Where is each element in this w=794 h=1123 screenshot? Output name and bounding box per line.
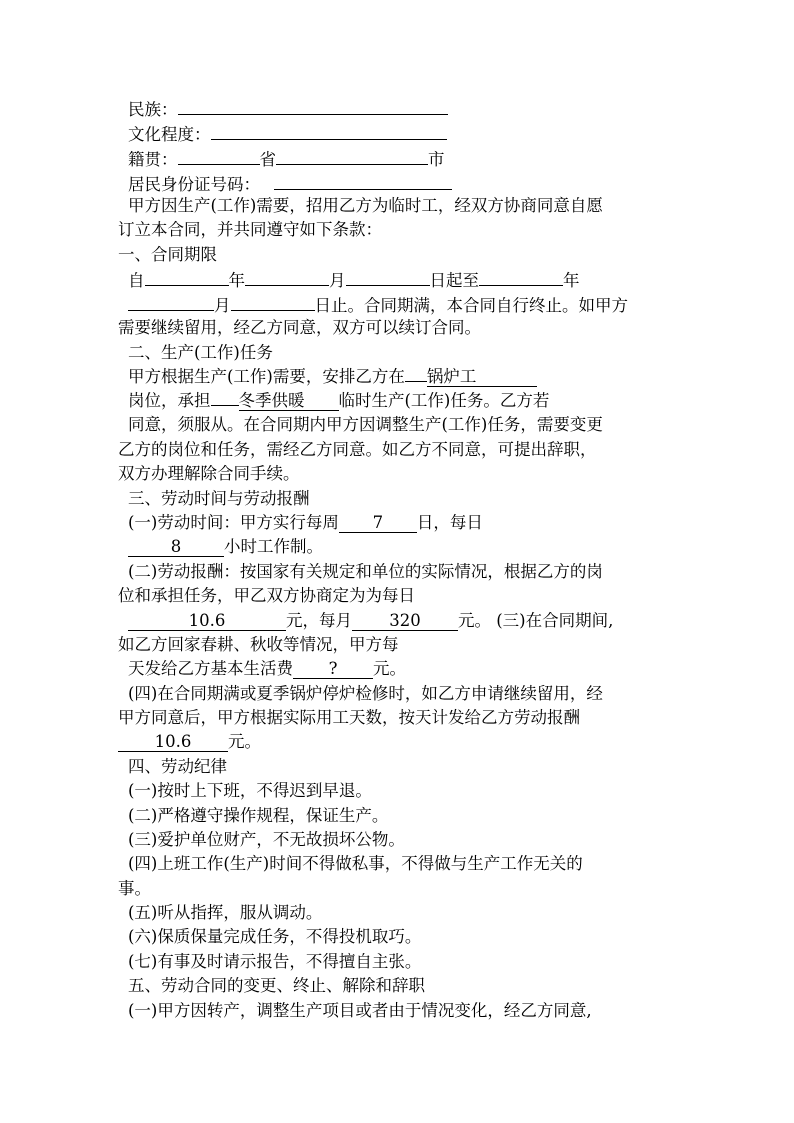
- from-label: 自: [128, 271, 145, 290]
- monthly-pay-value: 320: [352, 612, 458, 631]
- task-line-2: [128, 390, 549, 412]
- pay-line-3: [128, 610, 613, 632]
- section-5-heading: 五、劳动合同的变更、终止、解除和辞职: [128, 976, 425, 995]
- discipline-2: (二)严格遵守操作规程，保证生产。: [128, 806, 389, 825]
- hours-line: [128, 536, 323, 558]
- pay-line-1: (二)劳动报酬：按国家有关规定和单位的实际情况，根据乙方的岗: [128, 562, 603, 581]
- end-month-label: 月: [214, 296, 231, 315]
- hours-per-day-value: 8: [128, 538, 224, 557]
- section-1-heading: 一、合同期限: [118, 245, 217, 264]
- intro-line-1: 甲方因生产(工作)需要，招用乙方为临时工，经双方协商同意自愿: [128, 196, 603, 215]
- id-number-blank: [274, 172, 452, 190]
- education-blank: [211, 122, 447, 140]
- end-day-blank: [231, 293, 315, 311]
- discipline-7: (七)有事及时请示报告，不得擅自主张。: [128, 952, 422, 971]
- duty-label: 岗位，承担: [128, 391, 211, 410]
- education-line: [128, 122, 447, 146]
- ethnicity-line: [128, 97, 448, 121]
- duty-text: 临时生产(工作)任务。乙方若: [338, 391, 550, 410]
- section-2-heading: 二、生产(工作)任务: [128, 343, 273, 362]
- task-line-1: [128, 366, 537, 388]
- end-day-text: 日止。合同期满，本合同自行终止。如甲方: [314, 296, 628, 315]
- allowance-unit: 元。: [373, 659, 406, 678]
- days-text: 日，每日: [416, 513, 483, 532]
- pay-line-4: 如乙方回家春耕、秋收等情况，甲方每: [118, 635, 399, 654]
- pre-blank: [405, 381, 427, 382]
- term-line-2: [128, 293, 628, 317]
- city-label: 市: [428, 150, 445, 169]
- discipline-4-cont: 事。: [118, 879, 151, 898]
- native-place-label: 籍贯：: [128, 150, 178, 169]
- education-label: 文化程度：: [128, 125, 211, 144]
- allowance-label: 天发给乙方基本生活费: [128, 659, 293, 678]
- change-line-1: (一)甲方因转产，调整生产项目或者由于情况变化，经乙方同意,: [128, 1001, 592, 1020]
- city-blank: [276, 147, 428, 165]
- id-number-label: 居民身份证号码：: [128, 175, 260, 194]
- term-line-3: 需要继续留用，经乙方同意，双方可以续订合同。: [118, 318, 481, 337]
- month-label: 月: [329, 271, 346, 290]
- daily-pay-value: 10.6: [128, 612, 286, 631]
- ethnicity-label: 民族：: [128, 100, 178, 119]
- daily-wage-unit: 元。: [228, 732, 261, 751]
- end-year-blank: [479, 268, 563, 286]
- until-label: 日起至: [429, 271, 479, 290]
- pay-text-3: 元。 (三)在合同期间,: [458, 611, 614, 630]
- allowance-value: ?: [293, 660, 373, 679]
- extension-line-2: 甲方同意后，甲方根据实际用工天数，按天计发给乙方劳动报酬: [118, 708, 580, 727]
- task-line-3: 同意，须服从。在合同期内甲方因调整生产(工作)任务，需要变更: [128, 415, 603, 434]
- pre-duty-blank: [211, 405, 239, 406]
- task-line-4: 乙方的岗位和任务，需经乙方同意。如乙方不同意，可提出辞职，: [118, 440, 597, 459]
- work-time-line: [128, 512, 483, 534]
- native-place-line: [128, 147, 445, 171]
- start-month-blank: [245, 268, 329, 286]
- section-3-heading: 三、劳动时间与劳动报酬: [128, 489, 310, 508]
- province-label: 省: [259, 150, 276, 169]
- daily-wage-value: 10.6: [118, 733, 228, 752]
- duty-value: 冬季供暖: [239, 392, 339, 411]
- pay-line-2: 位和承担任务，甲乙双方协商定为为每日: [118, 586, 415, 605]
- monthly-label: 元，每月: [286, 611, 352, 630]
- province-blank: [178, 147, 260, 165]
- section-4-heading: 四、劳动纪律: [128, 757, 227, 776]
- extension-line-3: [118, 731, 261, 753]
- start-day-blank: [346, 268, 430, 286]
- allowance-line: [128, 658, 406, 680]
- start-year-blank: [145, 268, 229, 286]
- discipline-3: (三)爱护单位财产，不无故损坏公物。: [128, 830, 405, 849]
- extension-line-1: (四)在合同期满或夏季锅炉停炉检修时，如乙方申请继续留用，经: [128, 684, 603, 703]
- discipline-6: (六)保质保量完成任务，不得投机取巧。: [128, 927, 422, 946]
- ethnicity-blank: [178, 97, 448, 115]
- position-value: 锅炉工: [427, 368, 537, 387]
- work-time-label: (一)劳动时间：甲方实行每周: [128, 513, 339, 532]
- discipline-5: (五)听从指挥，服从调动。: [128, 903, 323, 922]
- end-year-label: 年: [563, 271, 580, 290]
- days-per-week-value: 7: [339, 514, 417, 533]
- intro-line-2: 订立本合同，并共同遵守如下条款：: [118, 220, 382, 239]
- task-intro: 甲方根据生产(工作)需要，安排乙方在: [128, 367, 405, 386]
- task-line-5: 双方办理解除合同手续。: [118, 464, 300, 483]
- id-number-line: [128, 172, 452, 196]
- discipline-1: (一)按时上下班，不得迟到早退。: [128, 781, 372, 800]
- discipline-4: (四)上班工作(生产)时间不得做私事，不得做与生产工作无关的: [128, 854, 583, 873]
- hours-text: 小时工作制。: [224, 537, 323, 556]
- year-label: 年: [228, 271, 245, 290]
- end-month-blank: [128, 293, 214, 311]
- term-line-1: [128, 268, 580, 292]
